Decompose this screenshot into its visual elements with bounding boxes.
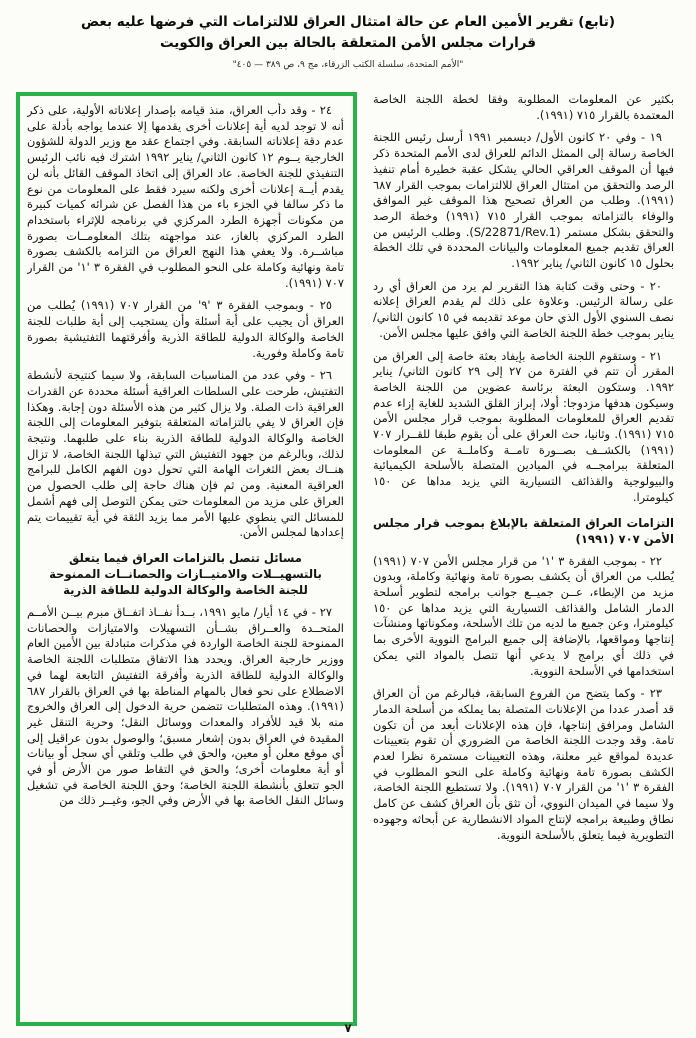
section-heading-facilities-privileges-immunities: مسائل تتصل بالتزامات العراق فيما يتعلق بالتسهيــلات والامتيــازات والحصانــات الممنوحة للجنة الخاصة والوكالة الدولية للطاقة الذرية bbox=[49, 550, 322, 597]
paragraph-26: ٢٦ - وفي عدد من المناسبات السابقة، ولا سيما كنتيجة لأنشطة التفتيش، طرحت على السلطات العراقية أسئلة محددة عن القدرات العراقية ذات الصلة. ولا يزال كثير من هذه الأسئلة دون إجابة. وهكذا فإن العراق لا يفي بالتزاماته المتعلقة بتوفير المعلومات إلى اللجنة الخاصة والوكالة الدولية للطاقة الذرية بناء على طلبهما. ونتيجة لذلك، وبالرغم من جهود التفتيش التي تبذلها اللجنة الخاصة، لا تزال هنــاك بعض الثغرات الهامة التي تحول دون الفهم الكامل للبرامج العراقية المعنية. ومن ثم فإن هناك حاجة إلى طلب الحصول من العراق على مزيد من المعلومات حتى يمكن التوصل إلى فهم أشمل للمسائل التي ينطوي عليها الأمر مما يزيد الثقة في أية تقييمات يتم إعدادها لمجلس الأمن. bbox=[27, 368, 344, 540]
paragraph-25: ٢٥ - وبموجب الفقرة ٣ '٩' من القرار ٧٠٧ (١٩٩١) يُطلب من العراق أن يجيب على أية أسئلة وأن يستجيب إلى أية طلبات للجنة الخاصة والوكالة الدولية للطاقة الذرية وأفرقتهما التفتيشية بصورة تامة وكاملة وفورية. bbox=[27, 298, 344, 360]
right-column bbox=[373, 92, 674, 1026]
paragraph-continuation: بكثير عن المعلومات المطلوبة وفقا لخطة اللجنة الخاصة المعتمدة بالقرار ٧١٥ (١٩٩١). bbox=[372, 92, 674, 122]
title-line-2: قرارات مجلس الأمن المتعلقة بالحالة بين العراق والكويت bbox=[159, 35, 537, 51]
title-line-1: (تابع) تقرير الأمين العام عن حالة امتثال العراق للالتزامات التي فرضها عليه بعض bbox=[80, 14, 615, 30]
paragraph-24: ٢٤ - وقد دأب العراق، منذ قيامه بإصدار إعلاناته الأولية، على ذكر أنه لا توجد لديه أية إعلانات أخرى يقدمها إلا عندما يواجه بأدلة على عدم دقة إعلاناته السابقة. وفي اجتماع عقد مع وزير الدولة للشؤون الخارجية يــوم ١٢ كانون الثاني/ يناير ١٩٩٢ اشترك فيه نائب الرئيس التنفيذي للجنة الخاصة. عاد العراق إلى اتخاذ الموقف القائل بأنه لن يقدم أيــة إعلانات أخرى ولكنه سيرد فقط على المعلومات من نوع ما ذكر سالفا في الجزء باء من هذا الفصل عن شرائه كميات كبيرة من مكونات أجهزة الطرد المركزي في برنامجه للإثراء باستخدام الطرد المركزي بالغاز، عند مواجهته بتلك المعلومــات بصورة مباشــرة. ولا يعفي هذا النهج العراق من التزامه بالكشف بصورة تامة ونهائية وكاملة على النحو المطلوب في الفقرة ٣ '١' من القرار ٧٠٧ (١٩٩١). bbox=[27, 103, 344, 290]
source-note: "الأمم المتحدة، سلسلة الكتب الزرقاء، مج ٩، ص ٣٨٩ — ٤٠٥" bbox=[232, 60, 464, 70]
two-column-body bbox=[16, 92, 674, 1026]
paragraph-22: ٢٢ - بموجب الفقرة ٣ '١' من قرار مجلس الأمن ٧٠٧ (١٩٩١) يُطلب من العراق أن يكشف بصورة تامة ونهائية وكاملة، وبدون مزيد من الإبطاء، عــن جميــع جوانب برامجه لتطوير أسلحة الدمار الشامل والقذائف التسيارية التي يزيد مداها عن ١٥٠ كيلومترا، وعن جميع ما لديه من تلك الأسلحة، ومكوناتها ومنشآت إنتاجها ومواقعها، بالإضافة إلى جميع البرامج النووية الأخرى بما في ذلك أي برامج لا يدعي أنها تتصل بالمواد التي يمكن استخدامها في الأسلحة النووية. bbox=[372, 553, 674, 678]
left-column bbox=[27, 103, 344, 1015]
highlight-box bbox=[16, 92, 357, 1026]
paragraph-20: ٢٠ - وحتى وقت كتابة هذا التقرير لم يرد من العراق أي رد على رسالة الرئيس. وعلاوة على ذلك لم يقدم العراق إعلانه نصف السنوي الأول الذي حان موعد تقديمه في ١٥ كانون الثاني/ يناير بموجب خطة اللجنة الخاصة التي وافق عليها مجلس الأمن. bbox=[372, 278, 674, 340]
document-header bbox=[0, 0, 696, 72]
section-heading-reporting-obligations: التزامات العراق المتعلقة بالإبلاغ بموجب قرار مجلس الأمن ٧٠٧ (١٩٩١) bbox=[372, 515, 674, 546]
paragraph-21: ٢١ - وستقوم اللجنة الخاصة بإيفاد بعثة خاصة إلى العراق من المقرر أن تتم في الفترة من ٢٧ إلى ٢٩ كانون الثاني/ يناير ١٩٩٢. وستكون البعثة برئاسة عضوين من اللجنة الخاصة وسيكون هدفها مزدوجا: أولا، إبراز القلق الشديد للغاية إزاء عدم تقديم العراق للمعلومات المطلوبة بموجب قرار مجلس الأمن ٧١٥ (١٩٩١). وثانيا، حث العراق على أن يقوم طبقا للقــرار ٧٠٧ (١٩٩١) بالكشــف بصــورة تامــة وكاملــة عن المعلومات المتعلقة ببرامجــه في الميادين المتصلة بالأسلحة الكيميائية والبيولوجية والقذائف التسيارية التي يزيد مداها عن ١٥٠ كيلومترا. bbox=[372, 348, 674, 504]
paragraph-19: ١٩ - وفي ٢٠ كانون الأول/ ديسمبر ١٩٩١ أرسل رئيس اللجنة الخاصة رسالة إلى الممثل الدائم للعراق لدى الأمم المتحدة ذكر فيها أن الموقف العراقي الحالي يشكل عقبة خطيرة أمام تنفيذ الرصد والتحقق من امتثال العراق للالتزامات بموجب القرار ٦٨٧ (١٩٩١). وطلب من العراق تصحيح هذا الموقف غير الموافق والوفاء بالتزاماته بموجب القرار ٧١٥ (١٩٩١) وخطة الرصد والتحقق بشكل مستمر (S/22871/Rev.1). وطلب الرئيس من العراق تقديم جميع المعلومات والبيانات المحددة في تلك الخطة بحلول ١٥ كانون الثاني/ يناير ١٩٩٢. bbox=[372, 130, 674, 271]
paragraph-23: ٢٣ - وكما يتضح من الفروع السابقة، فبالرغم من أن العراق قد أصدر عددا من الإعلانات المتصلة بما يملكه من أسلحة الدمار الشامل ومرافق إنتاجها، فإن هذه الإعلانات أبعد من أن تكون تامة. وقد وجدت اللجنة الخاصة من الضروري أن تقوم بتعيينات عديدة لمواقع غير معلنة، وهذه التعيينات مستمرة نظرا لعدم الكشف بصورة تامة ونهائية وكاملة على النحو المطلوب في الفقرة ٣ '١' من القرار ٧٠٧ (١٩٩١). ولا تستطيع اللجنة الخاصة، ولا سيما في الميدان النووي، أن تثق بأن العراق كشف عن كامل نطاق وطبيعة برامجه لإنتاج المواد الانشطارية عن أبحاثه وجهوده التطويرية فيما يتعلق بالأسلحة النووية. bbox=[372, 686, 674, 842]
paragraph-27: ٢٧ - في ١٤ أيار/ مايو ١٩٩١، بــدأ نفــاذ اتفــاق مبرم بيــن الأمــم المتحــدة والعــراق بشــأن التسهيلات والامتيازات والحصانات الممنوحة للجنة الخاصة الواردة في مذكرات متبادلة بين الأمين العام ووزير خارجية العراق. ويحدد هذا الاتفاق متطلبات اللجنة الخاصة والوكالة الدولية للطاقة الذرية وأفرقة التفتيش التابعة لهما في الاضطلاع على نحو فعال بالمهام المناطة بها في العراق بالقرار ٦٨٧ (١٩٩١). وهذه المتطلبات تتضمن حرية الدخول إلى العراق والخروج منه بلا قيد للأفراد والمعدات ووسائل النقل؛ وحرية التنقل غير المقيدة في العراق بدون إشعار مسبق؛ والوصول بدون عراقيل إلى أي موقع معلن أو معين، والحق في طلب وتلقي أي سجل أو بيانات أو أية معلومات أخرى؛ والحق في التقاط صور من الأرض أو في الجو تتعلق بأنشطة اللجنة الخاصة؛ وحق اللجنة الخاصة في تشغيل وسائل النقل الخاصة بها في الأرض وفي الجو، وغيــر ذلك من bbox=[27, 604, 344, 808]
page-number: ٧ bbox=[344, 1021, 352, 1035]
